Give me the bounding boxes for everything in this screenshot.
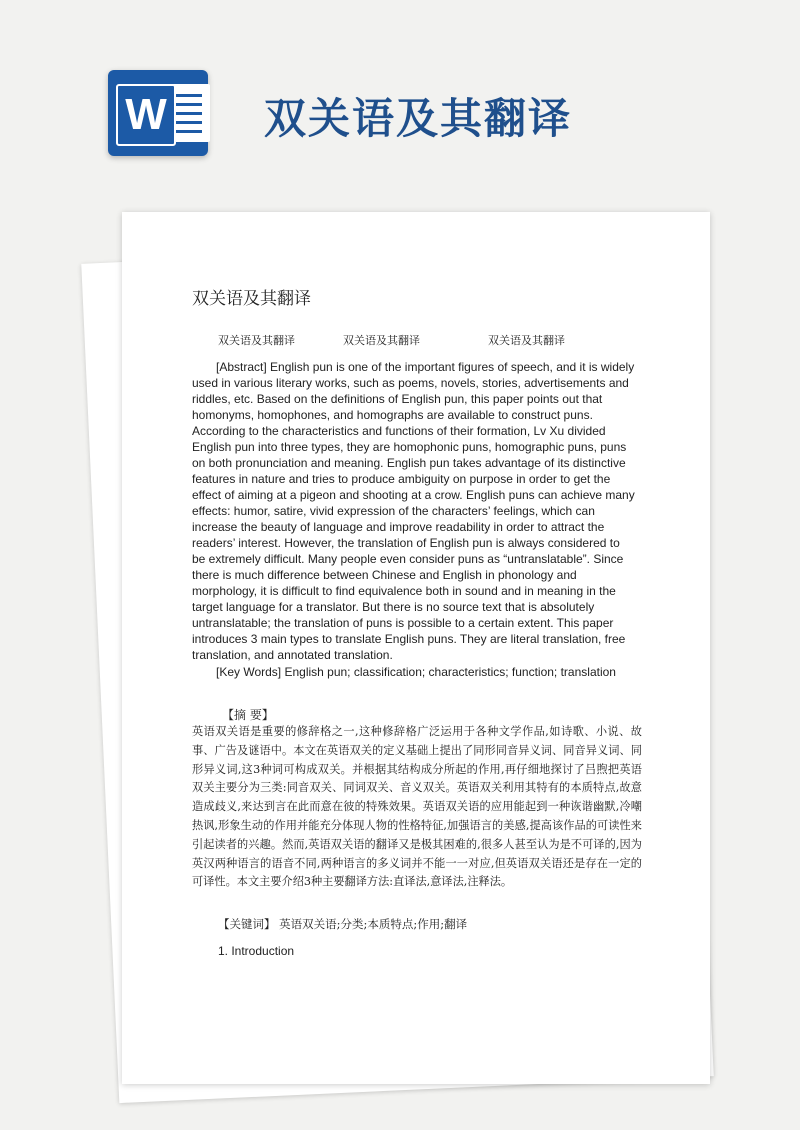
subtitle-2: 双关语及其翻译 [343, 334, 420, 347]
document-title: 双关语及其翻译 [192, 289, 311, 309]
abstract-chinese-heading: 【摘 要】 [222, 708, 274, 722]
introduction-heading: 1. Introduction [218, 944, 295, 958]
subtitle-row [122, 332, 710, 350]
subtitle-1: 双关语及其翻译 [218, 334, 295, 347]
subtitle-3: 双关语及其翻译 [488, 334, 565, 347]
logo-letter: W [116, 84, 176, 146]
word-logo-icon [108, 70, 216, 156]
abstract-english: [Abstract] English pun is one of the important figures of speech, and it is widely used in various literary works, such as poems, novels, stories, advertisements and riddles, etc. Based on the definitions of English pun, this paper points out that homonyms, homophones, and homographs are available to construct puns. According to the characteristics and functions of their formation, Lv Xu divided English pun into three types, they are homophonic puns, homographic puns, puns on both pronunciation and meaning. English pun takes advantage of its distinctive features in nature and tries to produce ambiguity on purpose in order to get the effect of aiming at a pigeon and shooting at a crow. English puns can achieve many effects: humor, satire, vivid expression of the characters’ feelings, which can increase the beauty of language and improve readability in order to attract the readers’ interest. However, the translation of English pun is always considered to be extremely difficult. Many people even consider puns as “untranslatable”. Since there is much difference between Chinese and English in phonology and morphology, it is difficult to find equivalence both in sound and in meaning in the target language for a translator. But there is no source text that is absolutely untranslatable; the translation of puns is possible to a certain extent. This paper introduces 3 main types to translate English puns. They are literal translation, free translation, and annotated translation. [192, 360, 635, 662]
keywords-english: [Key Words] English pun; classification; characteristics; function; translation [216, 665, 616, 679]
keywords-chinese: 【关键词】 英语双关语;分类;本质特点;作用;翻译 [218, 917, 468, 931]
abstract-chinese: 英语双关语是重要的修辞格之一,这种修辞格广泛运用于各种文学作品,如诗歌、小说、故事、广告及谜语中。本文在英语双关的定义基础上提出了同形同音异义词、同音异义词、同形异义词,这3种词可构成双关。并根据其结构成分所起的作用,再仔细地探讨了吕煦把英语双关主要分为三类:同音双关、同词双关、音义双关。英语双关利用其特有的本质特点,故意造成歧义,来达到言在此而意在彼的特殊效果。英语双关语的应用能起到一种诙谐幽默,冷嘲热讽,形象生动的作用并能充分体现人物的性格特征,加强语言的美感,提高该作品的可读性来引起读者的兴趣。然而,英语双关语的翻译又是极其困难的,很多人甚至认为是不可译的,因为英汉两种语言的语音不同,两种语言的多义词并不能一一对应,但英语双关语还是存在一定的可译性。本文主要介绍3种主要翻译方法:直译法,意译法,注释法。 [192, 725, 642, 889]
document-page [122, 212, 710, 1084]
header-title: 双关语及其翻译 [264, 94, 573, 143]
